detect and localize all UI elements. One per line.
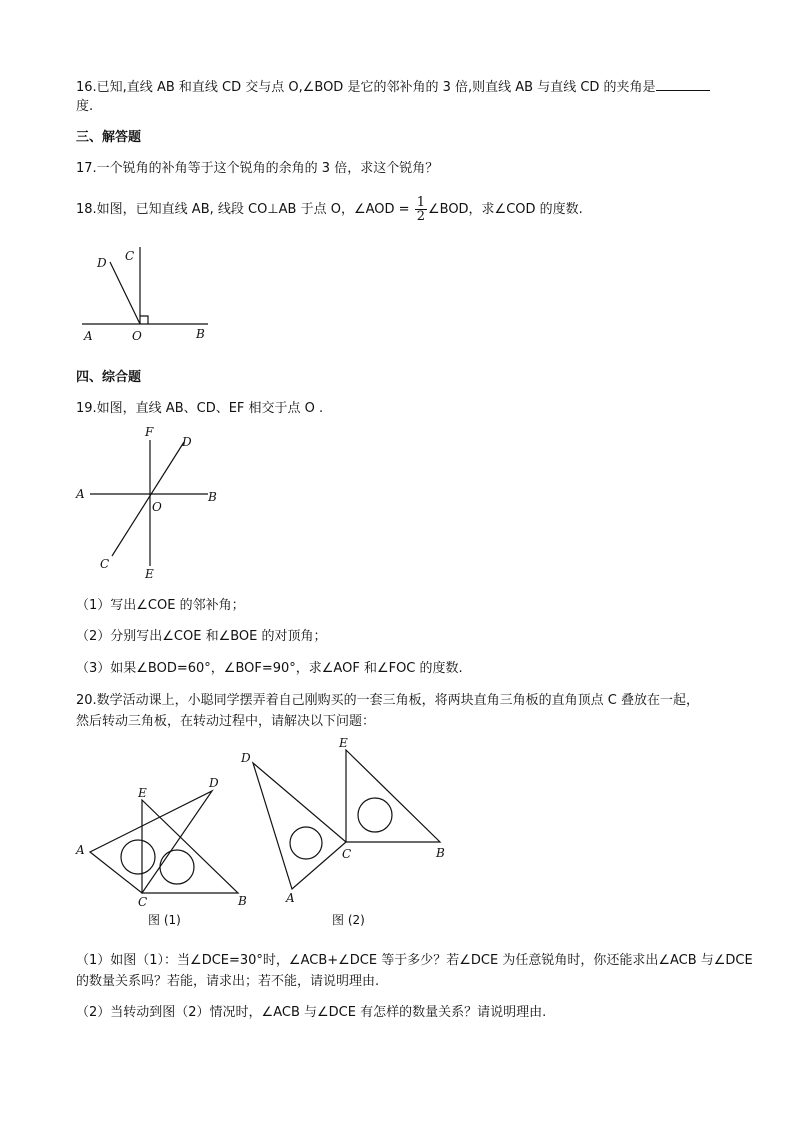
label-o: O xyxy=(152,500,162,514)
label-e: E xyxy=(339,736,348,750)
question-19-part-2: （2）分别写出∠COE 和∠BOE 的对顶角； xyxy=(76,629,327,644)
label-c: C xyxy=(125,249,135,263)
label-a: A xyxy=(84,329,93,343)
question-18-post: ∠BOD，求∠COD 的度数. xyxy=(427,202,583,217)
label-e: E xyxy=(138,786,147,800)
label-a: A xyxy=(286,891,295,905)
caption-figure-2: 图 (2) xyxy=(332,913,365,927)
question-19-part-3: （3）如果∠BOD=60°，∠BOF=90°，求∠AOF 和∠FOC 的度数. xyxy=(76,661,463,676)
label-c: C xyxy=(342,847,352,861)
label-d: D xyxy=(182,435,192,449)
triangle-hole-1 xyxy=(290,827,322,859)
label-d: D xyxy=(241,751,251,765)
question-19: 19.如图，直线 AB、CD、EF 相交于点 O . xyxy=(76,401,324,416)
question-20-part-1-line-1: （1）如图（1）：当∠DCE=30°时，∠ACB+∠DCE 等于多少？若∠DCE 为任意锐角时，你还能求出∠ACB 与∠DCE xyxy=(76,953,753,968)
fraction-denominator: 2 xyxy=(416,209,425,224)
section-4-heading: 四、综合题 xyxy=(76,370,142,385)
label-d: D xyxy=(97,256,107,270)
triangle-ecb xyxy=(346,750,440,842)
question-16-text: 16.已知,直线 AB 和直线 CD 交与点 O,∠BOD 是它的邻补角的 3 倍,则直线 AB 与直线 CD 的夹角是 xyxy=(76,80,656,95)
question-20-part-1-line-2: 的数量关系吗？若能，请求出；若不能，请说明理由. xyxy=(76,974,380,989)
question-19-part-1: （1）写出∠COE 的邻补角； xyxy=(76,598,245,613)
label-a: A xyxy=(76,487,85,501)
label-e: E xyxy=(145,567,154,581)
fraction-numerator: 1 xyxy=(416,195,425,210)
triangle-hole-2 xyxy=(358,798,392,832)
section-3-heading: 三、解答题 xyxy=(76,130,142,145)
question-20-part-2: （2）当转动到图（2）情况时，∠ACB 与∠DCE 有怎样的数量关系？请说明理由. xyxy=(76,1005,547,1020)
question-20-line-2: 然后转动三角板，在转动过程中，请解决以下问题： xyxy=(76,714,376,729)
triangle-dca xyxy=(253,763,346,889)
label-b: B xyxy=(238,894,247,908)
label-b: B xyxy=(196,327,205,341)
label-o: O xyxy=(132,329,142,343)
label-c: C xyxy=(138,895,148,909)
label-b: B xyxy=(208,490,217,504)
label-c: C xyxy=(100,557,110,571)
label-a: A xyxy=(76,843,85,857)
label-f: F xyxy=(145,425,154,439)
question-18-pre: 18.如图，已知直线 AB, 线段 CO⊥AB 于点 O，∠AOD = xyxy=(76,202,410,217)
question-17: 17.一个锐角的补角等于这个锐角的余角的 3 倍，求这个锐角？ xyxy=(76,161,439,176)
label-b: B xyxy=(436,846,445,860)
question-16-tail: 度. xyxy=(76,99,94,114)
label-d: D xyxy=(209,776,219,790)
question-20-line-1: 20.数学活动课上，小聪同学摆弄着自己刚购买的一套三角板，将两块直角三角板的直角顶点 C 叠放在一起， xyxy=(76,693,700,708)
caption-figure-1: 图 (1) xyxy=(148,913,181,927)
